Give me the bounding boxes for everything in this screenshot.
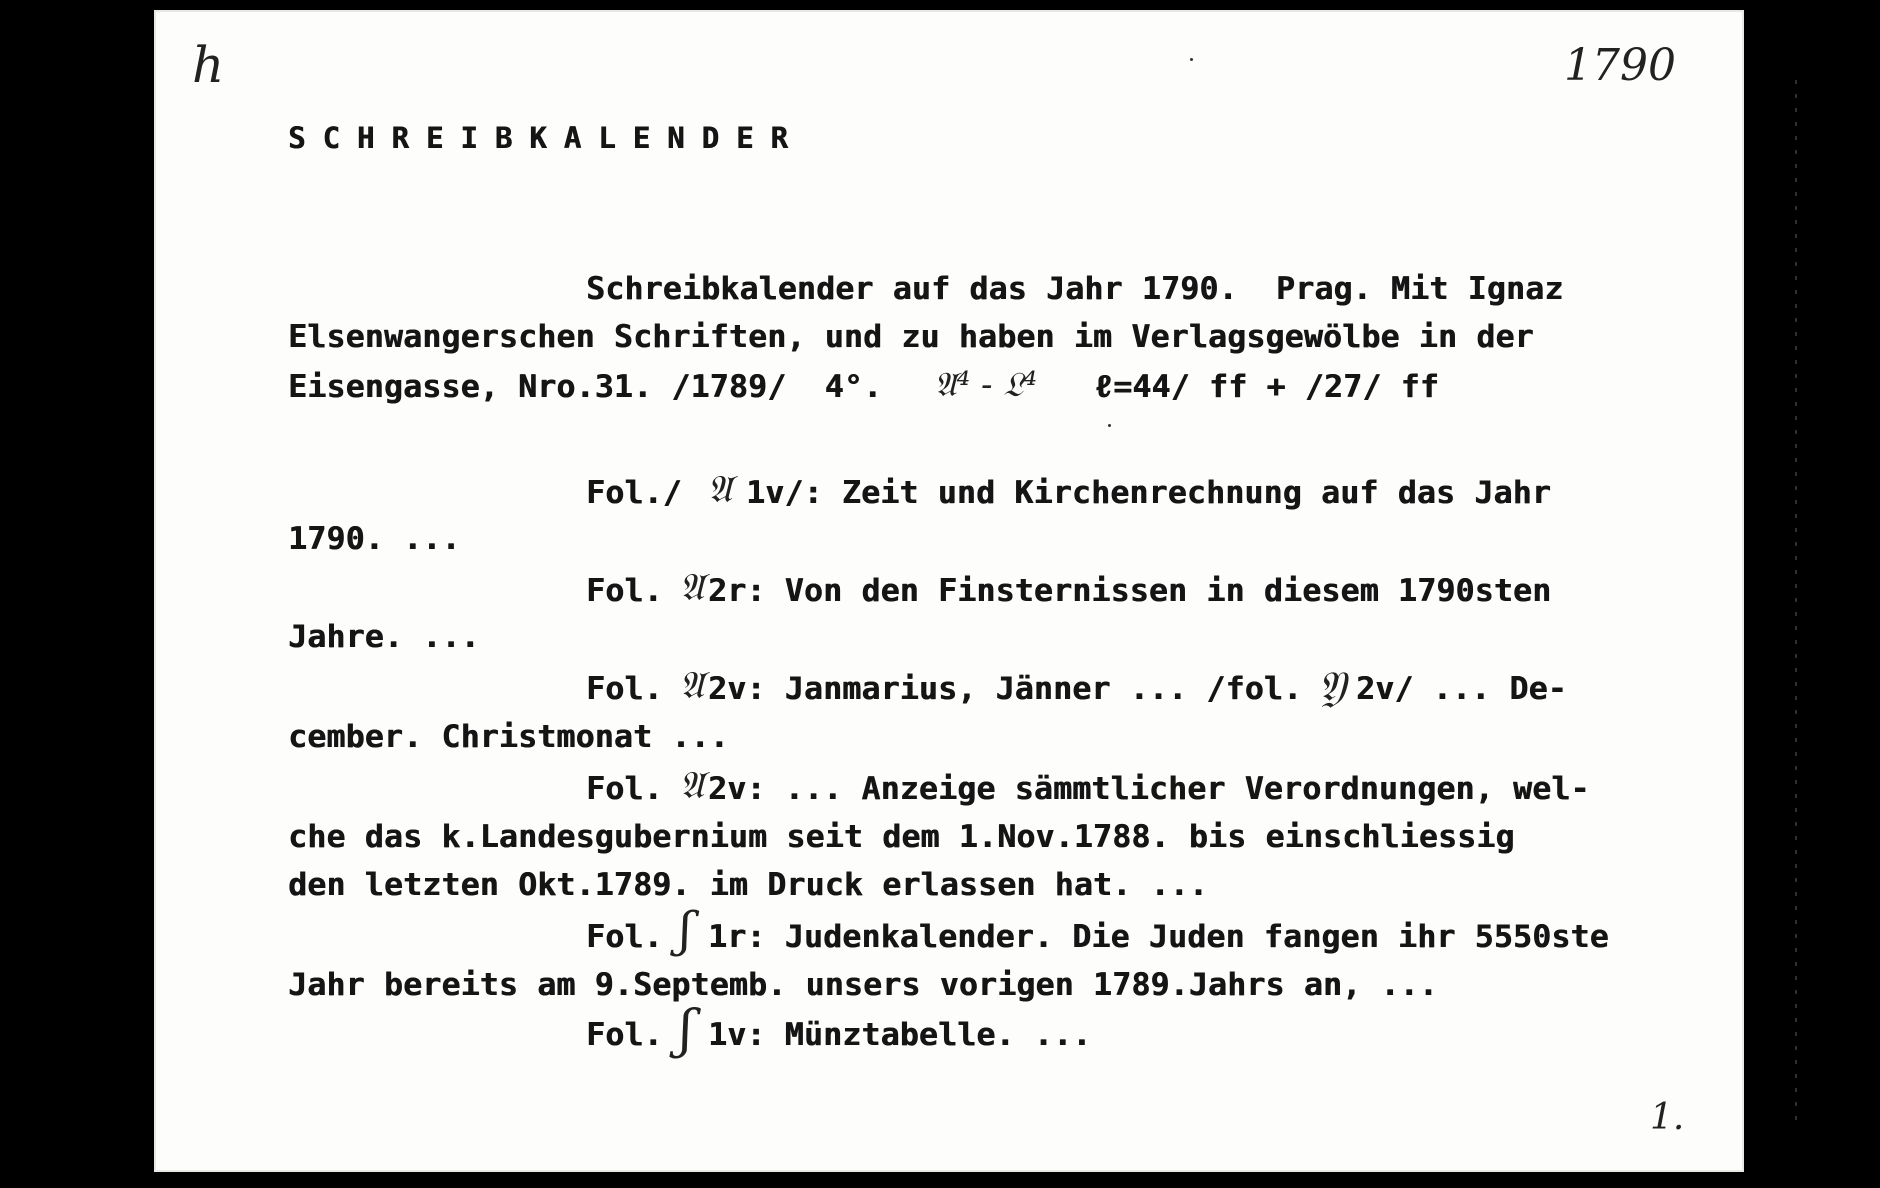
folio-5-mark: ʃ xyxy=(679,902,693,958)
catalog-card xyxy=(154,10,1744,1172)
folio-1-text: 1v/: Zeit und Kirchenrechnung auf das Jahr xyxy=(746,475,1551,511)
corner-mark-left: h xyxy=(192,36,225,94)
folio-3-text-2: 2v/ ... De- xyxy=(1356,671,1567,707)
entry-line-1: Schreibkalender auf das Jahr 1790. Prag. Mit Ignaz xyxy=(586,271,1564,307)
folio-4-text: 2v: ... Anzeige sämmtlicher Verordnungen, wel- xyxy=(708,771,1590,807)
card-heading: SCHREIBKALENDER xyxy=(288,121,805,155)
folio-3-cont: cember. Christmonat ... xyxy=(288,719,729,755)
folio-4-cont-2: den letzten Okt.1789. im Druck erlassen hat. ... xyxy=(288,867,1208,903)
folio-1-cont: 1790. ... xyxy=(288,521,461,557)
page-number: 1. xyxy=(1650,1097,1685,1138)
scan-border-line xyxy=(1795,80,1797,1130)
speck xyxy=(1108,424,1111,427)
entry-line-2: Elsenwangerschen Schriften, und zu haben im Verlagsgewölbe in der xyxy=(288,319,1534,355)
folio-2-text: 2r: Von den Finsternissen in diesem 1790sten xyxy=(708,573,1552,609)
speck xyxy=(1190,58,1193,61)
entry-line-3: Eisengasse, Nro.31. /1789/ 4°. xyxy=(288,369,883,405)
entry-line-3-end: ℓ=44/ ff + /27/ ff xyxy=(1094,369,1439,405)
folio-3-prefix: Fol. xyxy=(586,671,663,707)
folio-1-prefix: Fol./ xyxy=(586,475,682,511)
folio-1-mark: 𝔄 xyxy=(707,467,733,511)
folio-4-mark: 𝔄 xyxy=(679,763,705,807)
folio-6-prefix: Fol. xyxy=(586,1017,663,1053)
signature-formula: 𝔄⁴ - 𝔏⁴ xyxy=(934,365,1038,405)
folio-2-prefix: Fol. xyxy=(586,573,663,609)
folio-2-cont: Jahre. ... xyxy=(288,619,480,655)
folio-6-text: 1v: Münztabelle. ... xyxy=(708,1017,1092,1053)
folio-3-text: 2v: Janmarius, Jänner ... /fol. xyxy=(708,671,1303,707)
folio-3-mark-2: 𝔜 xyxy=(1318,662,1346,711)
corner-mark-year: 1790 xyxy=(1564,40,1676,91)
folio-4-cont: che das k.Landesgubernium seit dem 1.Nov.1788. bis einschliessig xyxy=(288,819,1515,855)
folio-2-mark: 𝔄 xyxy=(679,565,705,609)
folio-5-text: 1r: Judenkalender. Die Juden fangen ihr 5550ste xyxy=(708,919,1609,955)
scan-border xyxy=(1752,0,1880,1188)
folio-4-prefix: Fol. xyxy=(586,771,663,807)
folio-5-prefix: Fol. xyxy=(586,919,663,955)
folio-3-mark: 𝔄 xyxy=(679,663,705,707)
folio-6-mark: ʃ xyxy=(679,1000,694,1060)
folio-5-cont: Jahr bereits am 9.Septemb. unsers vorigen 1789.Jahrs an, ... xyxy=(288,967,1438,1003)
